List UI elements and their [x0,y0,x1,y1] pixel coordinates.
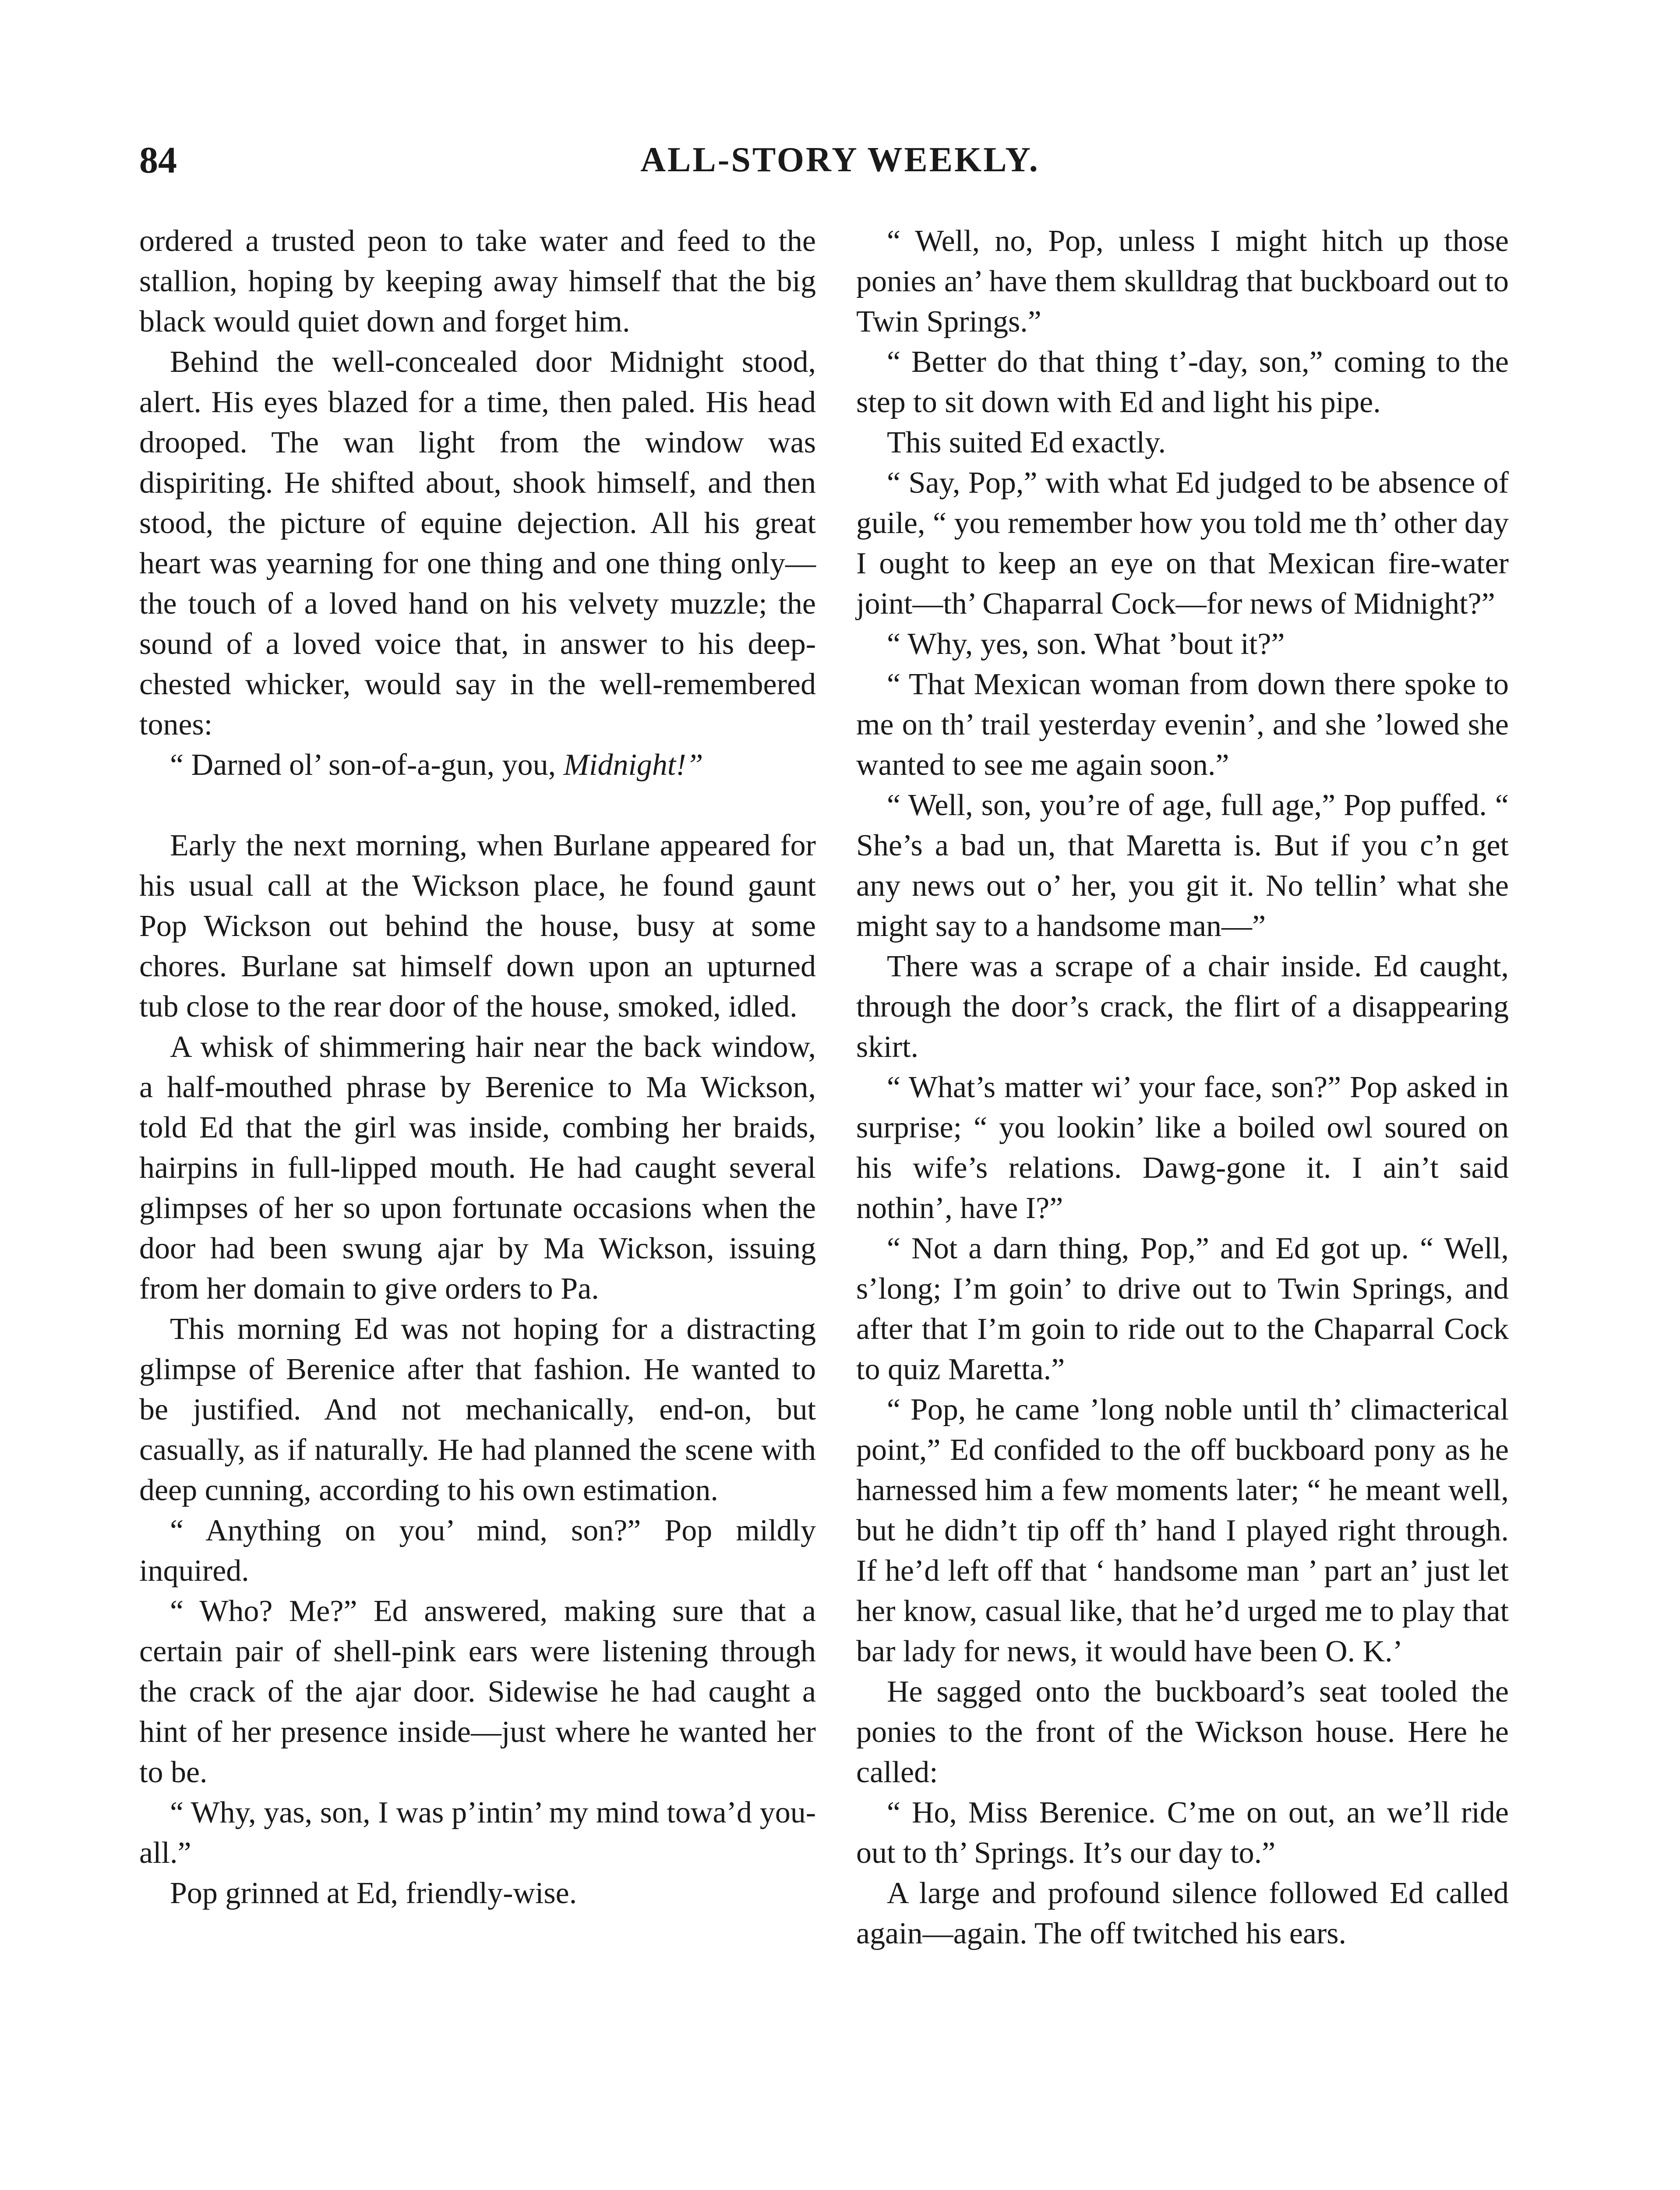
paragraph: “ Anything on you’ mind, son?” Pop mildly inquired. [139,1514,816,1588]
paragraph: “ Ho, Miss Berenice. C’me on out, an we’ll ride out to th’ Springs. It’s our day to.” [856,1796,1509,1870]
page-header [0,131,1680,188]
italic-name: Midnight!” [563,748,703,782]
paragraph: “ Pop, he came ’long noble until th’ climacterical point,” Ed confided to the off buckboard pony as he harnessed him a few moments later; “ he meant well, but he didn’t tip off th’ hand I played right through. If he’d left off that ‘ handsome man ’ part an’ just let her know, casual like, that he’d urged me to play that bar lady for news, it would have been O. K.’ [856,1393,1509,1668]
paragraph: “ What’s matter wi’ your face, son?” Pop asked in surprise; “ you lookin’ like a boiled owl soured on his wife’s relations. Dawg-gone it. I ain’t said nothin’, have I?” [856,1070,1509,1225]
paragraph: Behind the well-concealed door Midnight stood, alert. His eyes blazed for a time, then paled. His head drooped. The wan light from the window was dispiriting. He shifted about, shook himself, and then stood, the picture of equine dejection. All his great heart was yearning for one thing and one thing only—the touch of a loved hand on his velvety muzzle; the sound of a loved voice that, in answer to his deep-chested whicker, would say in the well-remembered tones: [139,345,816,742]
running-title: ALL-STORY WEEKLY. [640,141,1040,179]
paragraph: “ Better do that thing t’-day, son,” coming to the step to sit down with Ed and light his pipe. [856,345,1509,419]
right-column [856,221,1509,1954]
paragraph: A whisk of shimmering hair near the back window, a half-mouthed phrase by Berenice to Ma Wickson, told Ed that the girl was inside, combing her braids, hairpins in full-lipped mouth. He had caught several glimpses of her so upon fortunate occasions when the door had been swung ajar by Ma Wickson, issuing from her domain to give orders to Pa. [139,1030,816,1306]
paragraph: “ Why, yes, son. What ’bout it?” [887,627,1285,661]
paragraph: “ Not a darn thing, Pop,” and Ed got up. “ Well, s’long; I’m goin’ to drive out to Twin Springs, and after that I’m goin to ride out to the Chaparral Cock to quiz Maretta.” [856,1232,1509,1386]
paragraph: “ Say, Pop,” with what Ed judged to be absence of guile, “ you remember how you told me th’ other day I ought to keep an eye on that Mexican fire-water joint—th’ Chaparral Cock—for news of Midnight?” [856,466,1509,621]
paragraph [139,745,816,785]
paragraph: “ Well, son, you’re of age, full age,” Pop puffed. “ She’s a bad un, that Maretta is. But if you c’n get any news out o’ her, you git it. No tellin’ what she might say to a handsome man—” [856,788,1509,943]
paragraph: There was a scrape of a chair inside. Ed caught, through the door’s crack, the flirt of a disappearing skirt. [856,950,1509,1064]
paragraph: Early the next morning, when Burlane appeared for his usual call at the Wickson place, he found gaunt Pop Wickson out behind the house, busy at some chores. Burlane sat himself down upon an upturned tub close to the rear door of the house, smoked, idled. [139,829,816,1024]
paragraph: “ Who? Me?” Ed answered, making sure that a certain pair of shell-pink ears were listening through the crack of the ajar door. Sidewise he had caught a hint of her presence inside—just where he wanted her to be. [139,1594,816,1789]
left-column [139,221,816,1914]
page-number: 84 [139,139,177,181]
paragraph: ordered a trusted peon to take water and feed to the stallion, hoping by keeping away himself that the big black would quiet down and forget him. [139,224,816,339]
paragraph: A large and profound silence followed Ed called again—again. The off twitched his ears. [856,1876,1509,1950]
paragraph: “ Why, yas, son, I was p’intin’ my mind towa’d you-all.” [139,1796,816,1870]
quoted-line: “ Darned ol’ son-of-a-gun, you, [170,748,564,782]
paragraph: Pop grinned at Ed, friendly-wise. [170,1876,577,1910]
paragraph: This suited Ed exactly. [887,426,1166,459]
paragraph: “ That Mexican woman from down there spoke to me on th’ trail yesterday evenin’, and she ’lowed she wanted to see me again soon.” [856,668,1509,782]
paragraph: “ Well, no, Pop, unless I might hitch up those ponies an’ have them skulldrag that buckboard out to Twin Springs.” [856,224,1509,339]
paragraph: He sagged onto the buckboard’s seat tooled the ponies to the front of the Wickson house. Here he called: [856,1675,1509,1789]
paragraph: This morning Ed was not hoping for a distracting glimpse of Berenice after that fashion. He wanted to be justified. And not mechanically, end-on, but casually, as if naturally. He had planned the scene with deep cunning, according to his own estimation. [139,1312,816,1507]
